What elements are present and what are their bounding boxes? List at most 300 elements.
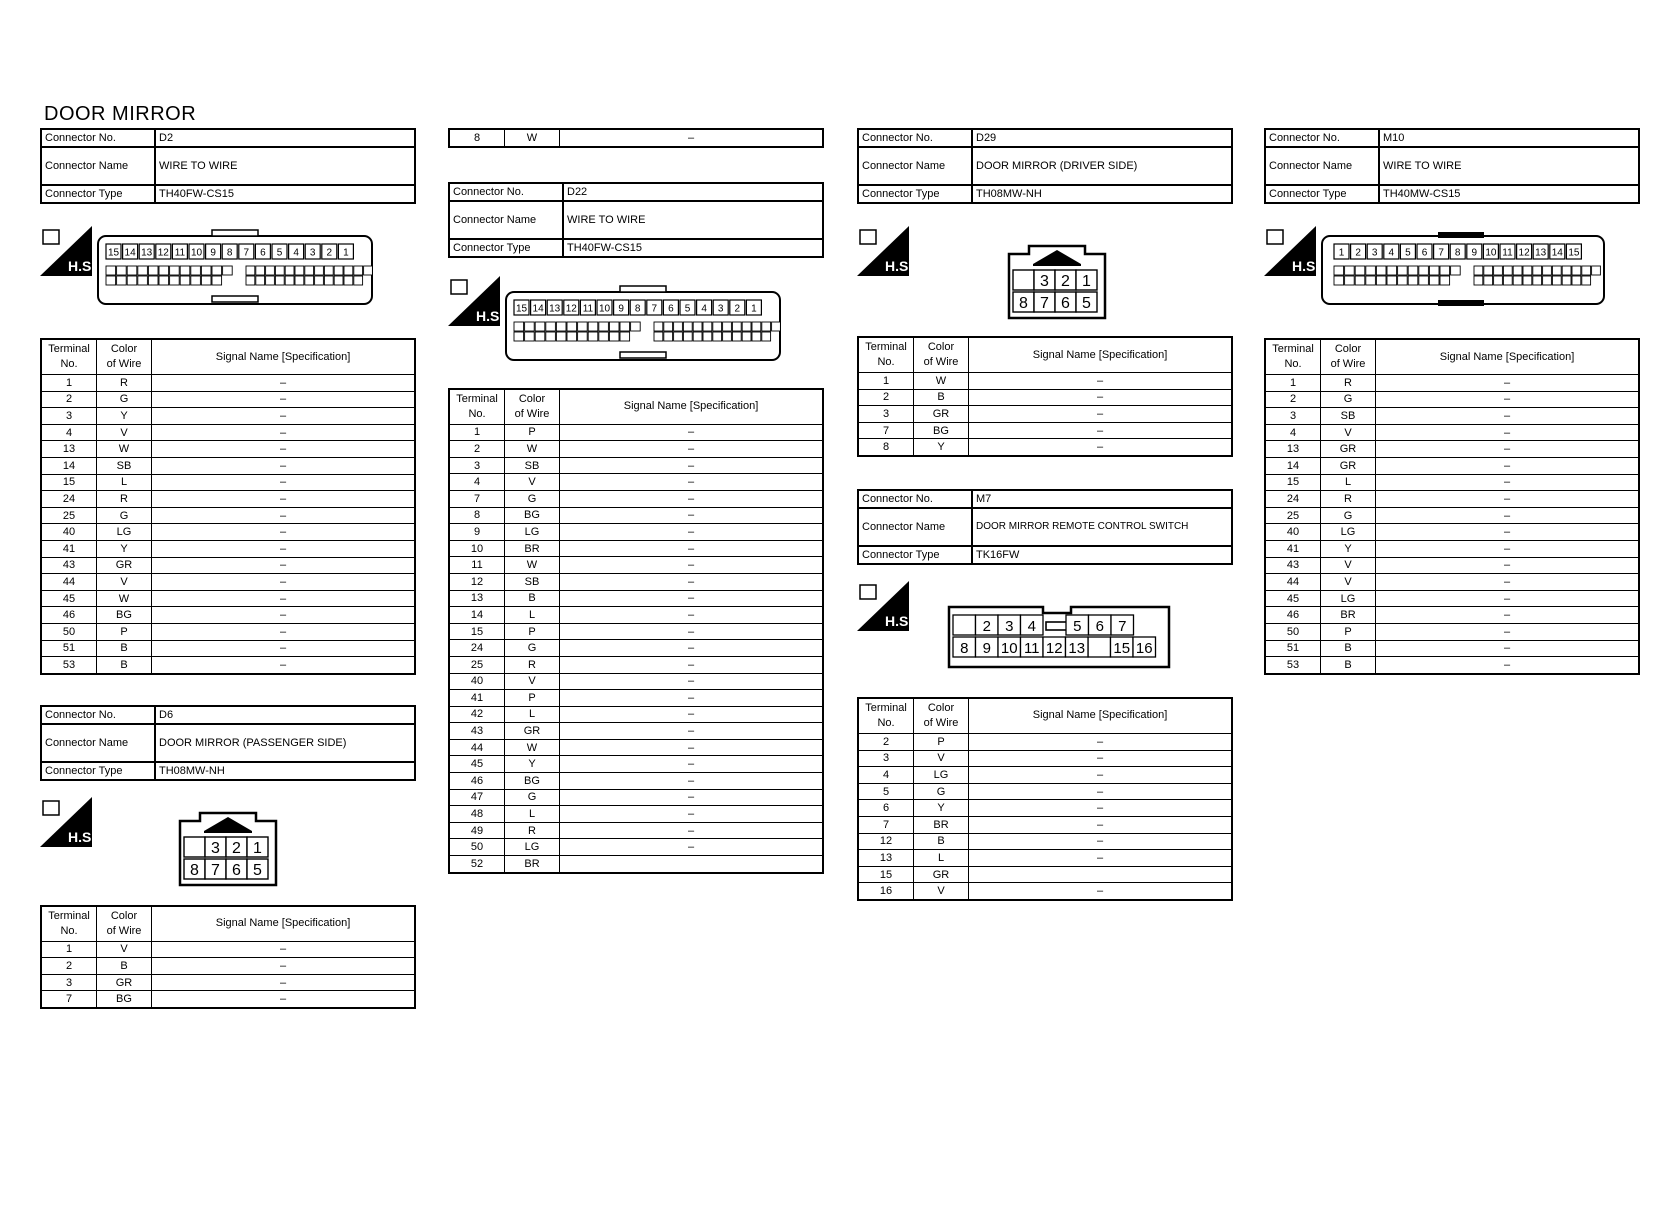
d6-connector-face: [176, 809, 280, 889]
connector-pin-label: 14: [1551, 247, 1563, 259]
signal-name-cell: –: [152, 457, 416, 474]
connector-cell: [578, 332, 588, 341]
table-row: [858, 389, 1232, 406]
signal-name-cell: [969, 866, 1233, 883]
terminal-no-cell: 2: [1265, 391, 1321, 408]
connector-pin-label: 1: [1338, 247, 1345, 259]
connector-cell: [772, 322, 781, 331]
connector-name-value: WIRE TO WIRE: [155, 147, 415, 185]
terminal-no-cell: 40: [449, 673, 505, 690]
terminal-no-cell: 13: [1265, 441, 1321, 458]
connector-cell: [1474, 266, 1483, 275]
wire-color-cell: V: [97, 574, 152, 591]
signal-name-cell: –: [152, 974, 416, 991]
column-2: [448, 128, 824, 874]
connector-diagram-d6: [40, 781, 416, 901]
signal-header: Signal Name [Specification]: [560, 389, 824, 425]
signal-name-cell: –: [152, 491, 416, 508]
connector-cell: [1503, 276, 1512, 285]
connector-cell: [599, 322, 609, 331]
terminal-no-header: Terminal No.: [1265, 339, 1321, 375]
terminal-no-cell: 47: [449, 789, 505, 806]
wire-color-cell: V: [1321, 574, 1376, 591]
connector-cell: [191, 276, 201, 285]
wire-color-cell: LG: [505, 524, 560, 541]
connector-pin-label: 13: [1068, 639, 1086, 657]
terminal-no-cell: 15: [1265, 474, 1321, 491]
terminal-no-cell: 3: [1265, 408, 1321, 425]
connector-header-d29: [857, 128, 1233, 204]
connector-type-value: TH40FW-CS15: [155, 185, 415, 203]
connector-pin-label: 7: [1040, 295, 1049, 312]
connector-pin-label: 8: [1019, 295, 1028, 312]
wire-color-cell: R: [97, 375, 152, 392]
terminal-no-cell: 25: [449, 656, 505, 673]
terminal-no-cell: 8: [449, 129, 505, 147]
terminal-no-cell: 6: [858, 800, 914, 817]
label-connector-name: Connector Name: [449, 201, 563, 239]
signal-name-cell: –: [560, 557, 824, 574]
connector-type-value: TK16FW: [972, 546, 1232, 564]
table-row: [1265, 408, 1639, 425]
connector-cell: [1408, 266, 1418, 275]
wire-color-cell: GR: [914, 406, 969, 423]
wire-color-cell: L: [1321, 474, 1376, 491]
hs-label: H.S.: [885, 612, 913, 629]
wire-color-cell: B: [97, 657, 152, 674]
table-row: [1265, 640, 1639, 657]
signal-name-cell: –: [560, 524, 824, 541]
terminal-no-cell: 2: [858, 389, 914, 406]
connector-pin-label: 14: [124, 247, 136, 259]
wire-color-cell: LG: [914, 767, 969, 784]
table-row: [41, 557, 415, 574]
connector-cell: [138, 266, 148, 275]
connector-no-value: D6: [155, 706, 415, 724]
table-row: [858, 816, 1232, 833]
table-row: [449, 474, 823, 491]
connector-pin-label: 7: [1438, 247, 1444, 259]
connector-cell: [578, 322, 588, 331]
connector-cell: [723, 332, 732, 341]
connector-pin-label: 15: [1568, 247, 1580, 259]
wire-color-cell: BR: [505, 540, 560, 557]
signal-name-cell: –: [560, 129, 824, 147]
connector-cell: [305, 266, 314, 275]
signal-name-cell: –: [152, 557, 416, 574]
wire-color-cell: W: [505, 557, 560, 574]
label-connector-no: Connector No.: [858, 129, 972, 147]
table-row: [1265, 391, 1639, 408]
wire-color-cell: L: [505, 806, 560, 823]
connector-cell: [1494, 266, 1503, 275]
signal-name-cell: –: [969, 373, 1233, 390]
connector-cell: [703, 332, 712, 341]
terminal-no-cell: 15: [858, 866, 914, 883]
terminal-table-d2: [40, 338, 416, 675]
color-header: Color of Wire: [97, 906, 152, 942]
table-row: [449, 856, 823, 873]
wire-color-cell: L: [914, 850, 969, 867]
wire-color-cell: W: [505, 129, 560, 147]
terminal-no-cell: 7: [858, 422, 914, 439]
table-row: [1265, 457, 1639, 474]
table-row: [41, 524, 415, 541]
signal-name-cell: –: [560, 490, 824, 507]
label-connector-type: Connector Type: [41, 762, 155, 780]
connector-cell: [148, 266, 158, 275]
column-1: [40, 128, 416, 1009]
wire-color-cell: B: [97, 958, 152, 975]
signal-name-cell: –: [969, 733, 1233, 750]
wire-color-cell: BR: [914, 816, 969, 833]
connector-cell: [295, 266, 304, 275]
wire-color-cell: R: [1321, 491, 1376, 508]
connector-cell: [201, 266, 211, 275]
connector-diagram-d2: [40, 204, 416, 330]
signal-name-cell: –: [560, 690, 824, 707]
signal-header: Signal Name [Specification]: [152, 339, 416, 375]
terminal-no-cell: 43: [1265, 557, 1321, 574]
wire-color-cell: R: [505, 822, 560, 839]
table-row: [1265, 623, 1639, 640]
table-row: [858, 422, 1232, 439]
connector-cell: [1334, 276, 1344, 285]
terminal-no-cell: 51: [1265, 640, 1321, 657]
hs-icon: [857, 226, 913, 276]
connector-pin-label: 12: [1045, 639, 1063, 657]
table-row: [858, 750, 1232, 767]
connector-cell: [212, 276, 222, 285]
connector-cell: [1355, 266, 1365, 275]
connector-pin-label: 1: [751, 303, 757, 315]
connector-pin-label: 8: [1454, 247, 1461, 259]
connector-type-value: TH08MW-NH: [972, 185, 1232, 203]
column-3: [857, 128, 1233, 901]
terminal-no-header: Terminal No.: [858, 337, 914, 373]
wire-color-cell: G: [97, 507, 152, 524]
terminal-no-cell: 52: [449, 856, 505, 873]
wire-color-cell: B: [1321, 657, 1376, 674]
connector-cell: [567, 332, 577, 341]
connector-pin-label: 7: [1118, 617, 1127, 635]
table-row: [449, 540, 823, 557]
connector-cell: [1484, 276, 1493, 285]
connector-cell: [620, 322, 630, 331]
table-row: [449, 524, 823, 541]
connector-cell: [514, 332, 524, 341]
signal-name-cell: –: [560, 507, 824, 524]
signal-name-cell: –: [1376, 474, 1640, 491]
connector-cell: [752, 322, 761, 331]
signal-name-cell: –: [560, 822, 824, 839]
connector-cell: [664, 322, 673, 331]
connector-pin-label: 5: [1082, 295, 1091, 312]
connector-pin-label: 3: [1371, 247, 1378, 259]
connector-name-value: WIRE TO WIRE: [563, 201, 823, 239]
signal-name-cell: –: [1376, 524, 1640, 541]
wire-color-cell: LG: [505, 839, 560, 856]
connector-cell: [1419, 276, 1429, 285]
connector-cell: [631, 322, 641, 331]
table-row: [41, 441, 415, 458]
connector-cell: [1474, 276, 1483, 285]
table-row: [449, 623, 823, 640]
wire-color-cell: B: [97, 640, 152, 657]
connector-cell: [1552, 266, 1561, 275]
wire-color-cell: SB: [505, 457, 560, 474]
table-row: [41, 540, 415, 557]
terminal-no-cell: 1: [41, 375, 97, 392]
wire-color-cell: V: [97, 941, 152, 958]
signal-name-cell: –: [1376, 457, 1640, 474]
table-row: [449, 507, 823, 524]
connector-pin-label: 3: [1005, 617, 1014, 635]
connector-cell: [599, 332, 609, 341]
connector-pin-label: 6: [232, 861, 241, 879]
label-connector-type: Connector Type: [858, 185, 972, 203]
connector-pin-label: 1: [343, 247, 349, 259]
terminal-table-d6: [40, 905, 416, 1009]
connector-pin-label: 1: [1082, 273, 1091, 290]
label-connector-name: Connector Name: [858, 508, 972, 546]
wire-color-cell: GR: [914, 866, 969, 883]
terminal-no-cell: 1: [858, 373, 914, 390]
label-connector-type: Connector Type: [41, 185, 155, 203]
connector-cell: [1429, 266, 1439, 275]
signal-name-cell: –: [1376, 375, 1640, 392]
table-row: [858, 866, 1232, 883]
connector-pin-label: 8: [960, 639, 969, 657]
connector-cell: [324, 266, 333, 275]
connector-pin-label: 6: [260, 247, 266, 259]
connector-cell: [1429, 276, 1439, 285]
terminal-no-cell: 12: [858, 833, 914, 850]
signal-name-cell: –: [1376, 424, 1640, 441]
terminal-no-cell: 1: [1265, 375, 1321, 392]
table-row: [449, 656, 823, 673]
terminal-no-cell: 4: [858, 767, 914, 784]
hs-label: H.S.: [68, 258, 96, 274]
signal-name-cell: –: [969, 389, 1233, 406]
signal-name-cell: –: [1376, 623, 1640, 640]
connector-cell: [683, 322, 692, 331]
signal-name-cell: –: [969, 816, 1233, 833]
connector-cell: [732, 332, 741, 341]
hs-label: H.S.: [1292, 258, 1320, 274]
terminal-no-cell: 44: [449, 739, 505, 756]
connector-cell: [275, 276, 284, 285]
wire-color-cell: B: [914, 833, 969, 850]
signal-name-cell: –: [560, 640, 824, 657]
signal-name-cell: –: [1376, 408, 1640, 425]
d29-connector-face: [1005, 242, 1109, 322]
connector-cell: [1387, 276, 1397, 285]
wire-color-cell: BG: [505, 773, 560, 790]
connector-pin-label: 6: [1421, 247, 1428, 259]
signal-name-cell: –: [1376, 640, 1640, 657]
connector-cell: [127, 266, 137, 275]
signal-name-cell: –: [560, 656, 824, 673]
hs-icon: [40, 226, 96, 276]
table-row: [858, 833, 1232, 850]
table-row: [449, 424, 823, 441]
page-title: DOOR MIRROR: [44, 103, 197, 125]
connector-cell: [1376, 266, 1386, 275]
signal-name-cell: –: [560, 723, 824, 740]
signal-name-cell: –: [560, 441, 824, 458]
connector-cell: [170, 266, 180, 275]
terminal-no-cell: 14: [41, 457, 97, 474]
terminal-no-cell: 53: [41, 657, 97, 674]
label-connector-type: Connector Type: [1265, 185, 1379, 203]
table-row: [41, 958, 415, 975]
connector-cell: [609, 332, 619, 341]
table-row: [449, 756, 823, 773]
table-row: [449, 441, 823, 458]
wire-color-cell: BR: [505, 856, 560, 873]
signal-header: Signal Name [Specification]: [969, 698, 1233, 734]
signal-name-cell: –: [152, 391, 416, 408]
connector-cell: [1419, 266, 1429, 275]
connector-cell: [1366, 276, 1376, 285]
connector-pin-label: 12: [157, 247, 169, 259]
signal-name-cell: –: [1376, 607, 1640, 624]
wire-color-cell: G: [1321, 391, 1376, 408]
wire-color-cell: G: [97, 391, 152, 408]
connector-pin-label: 11: [582, 303, 594, 315]
table-row: [858, 783, 1232, 800]
connector-pin-label: 9: [1471, 247, 1478, 259]
connector-pin-label: 15: [1113, 639, 1131, 657]
connector-header-d6: [40, 705, 416, 781]
connector-cell: [266, 266, 275, 275]
wire-color-cell: W: [505, 441, 560, 458]
label-connector-no: Connector No.: [449, 183, 563, 201]
table-row: [449, 739, 823, 756]
terminal-no-cell: 14: [449, 607, 505, 624]
terminal-no-cell: 5: [858, 783, 914, 800]
table-row: [41, 941, 415, 958]
terminal-no-cell: 13: [41, 441, 97, 458]
table-row: [449, 706, 823, 723]
label-connector-name: Connector Name: [1265, 147, 1379, 185]
connector-pin-label: 4: [1388, 247, 1395, 259]
wire-color-cell: BG: [97, 991, 152, 1008]
signal-name-cell: –: [152, 958, 416, 975]
connector-cell: [1440, 266, 1450, 275]
hs-icon: [857, 581, 913, 631]
terminal-no-cell: 8: [858, 439, 914, 456]
table-row: [449, 839, 823, 856]
table-row: [449, 590, 823, 607]
connector-cell: [525, 322, 535, 331]
connector-no-value: M7: [972, 490, 1232, 508]
connector-pin-label: 9: [210, 247, 216, 259]
connector-header-d2: [40, 128, 416, 204]
terminal-no-cell: 25: [1265, 507, 1321, 524]
signal-name-cell: –: [560, 424, 824, 441]
signal-name-cell: –: [152, 540, 416, 557]
table-row: [41, 590, 415, 607]
table-row: [449, 723, 823, 740]
connector-cell: [1562, 266, 1571, 275]
connector-cell: [683, 332, 692, 341]
terminal-no-cell: 2: [449, 441, 505, 458]
connector-cell: [713, 332, 722, 341]
terminal-no-cell: 45: [41, 590, 97, 607]
table-row: [41, 974, 415, 991]
wire-color-cell: LG: [1321, 524, 1376, 541]
connector-cell: [1543, 266, 1552, 275]
wire-color-cell: GR: [505, 723, 560, 740]
terminal-no-cell: 53: [1265, 657, 1321, 674]
connector-cell: [742, 322, 751, 331]
wire-color-cell: V: [1321, 557, 1376, 574]
table-row: [1265, 557, 1639, 574]
connector-cell: [354, 276, 363, 285]
signal-name-cell: –: [152, 441, 416, 458]
wire-color-cell: Y: [97, 540, 152, 557]
connector-cell: [546, 322, 556, 331]
terminal-no-cell: 10: [449, 540, 505, 557]
wire-color-cell: Y: [914, 800, 969, 817]
wire-color-cell: B: [914, 389, 969, 406]
connector-cell: [514, 322, 524, 331]
connector-cell: [138, 276, 148, 285]
signal-name-cell: –: [560, 457, 824, 474]
table-row: [449, 607, 823, 624]
connector-cell: [1345, 266, 1355, 275]
signal-name-cell: –: [560, 540, 824, 557]
signal-name-cell: –: [152, 623, 416, 640]
signal-name-cell: –: [560, 806, 824, 823]
connector-cell: [223, 266, 233, 275]
connector-cell: [1355, 276, 1365, 285]
table-row: [1265, 607, 1639, 624]
terminal-no-cell: 4: [449, 474, 505, 491]
connector-pin-label: 12: [1518, 247, 1530, 259]
connector-cell: [609, 322, 619, 331]
signal-name-cell: –: [152, 474, 416, 491]
connector-pin-label: 7: [211, 861, 220, 879]
signal-name-cell: –: [152, 991, 416, 1008]
connector-cell: [1398, 266, 1408, 275]
connector-pin-label: 2: [734, 303, 741, 315]
connector-pin-label: 8: [226, 247, 233, 259]
wire-color-cell: GR: [1321, 441, 1376, 458]
label-connector-name: Connector Name: [858, 147, 972, 185]
connector-cell: [180, 266, 190, 275]
terminal-no-cell: 4: [41, 424, 97, 441]
wire-color-cell: P: [1321, 623, 1376, 640]
signal-name-cell: –: [1376, 590, 1640, 607]
table-row: [41, 657, 415, 674]
connector-cell: [1513, 266, 1522, 275]
wire-color-cell: BG: [97, 607, 152, 624]
connector-pin-label: 2: [232, 839, 241, 857]
connector-pin-label: 6: [668, 303, 674, 315]
signal-name-cell: [560, 856, 824, 873]
connector-pin-label: 2: [326, 247, 333, 259]
terminal-no-cell: 9: [449, 524, 505, 541]
label-connector-no: Connector No.: [41, 129, 155, 147]
label-connector-no: Connector No.: [858, 490, 972, 508]
table-row: [1265, 524, 1639, 541]
hs-label: H.S.: [885, 258, 913, 274]
connector-cell: [159, 276, 169, 285]
connector-pin-label: 13: [549, 303, 561, 315]
